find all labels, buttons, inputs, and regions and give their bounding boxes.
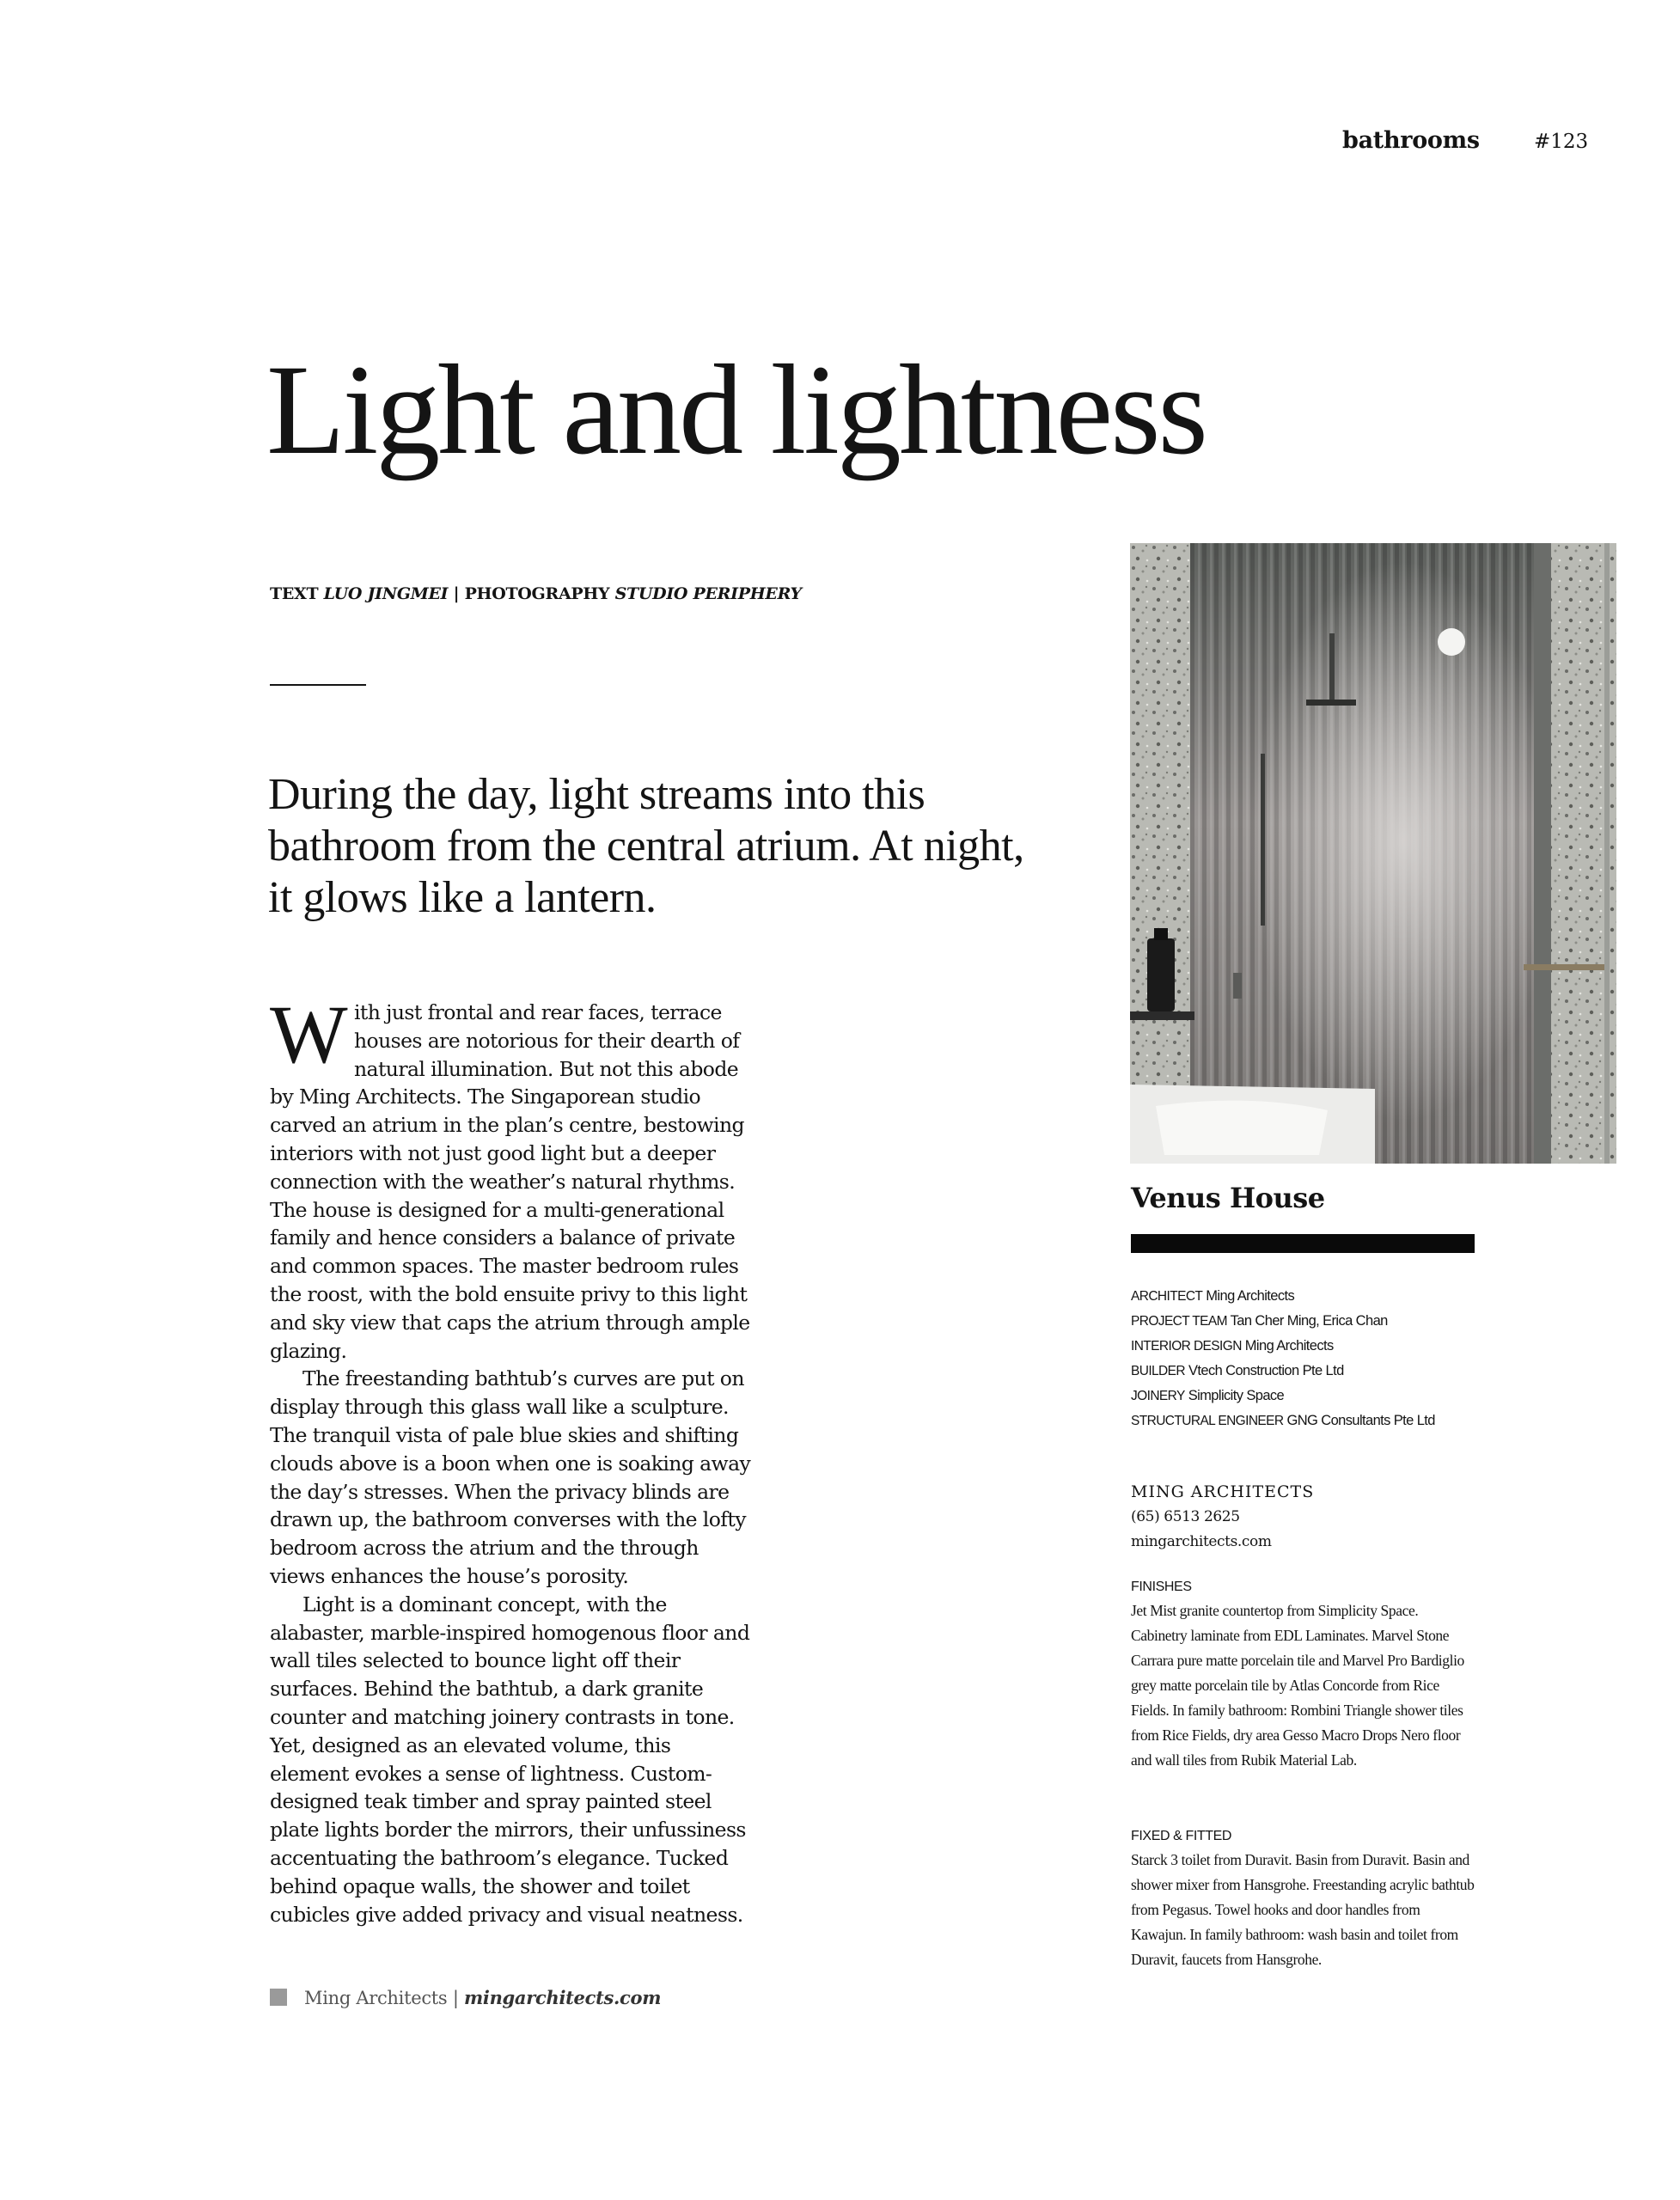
- body-paragraph-text: ith just frontal and rear faces, terrace houses are notorious for their dearth of natural illumination. But not this abode by Ming Architects. The Singaporean studio carved an atrium in the plan’s centre, bestowing interiors with not just good light but a deeper connection with the weather’s natural rhythms. The house is designed for a multi-generational family and hence considers a balance of private and common spaces. The master bedroom rules the roost, with the bold ensuite privy to this light and sky view that caps the atrium through ample glazing.: [270, 1000, 750, 1363]
- text-label: TEXT: [270, 584, 319, 603]
- text-author: LUO JINGMEI: [323, 584, 449, 603]
- finishes-text: Jet Mist granite countertop from Simplicity Space. Cabinetry laminate from EDL Laminates. Marvel Stone Carrara pure matte porcelain tile and Marvel Pro Bardiglio grey matte porcelain tile by Atlas Concorde from Rice Fields. In family bathroom: Rombini Triangle shower tiles from Rice Fields, dry area Gesso Macro Drops Nero floor and wall tiles from Rubik Material Lab.: [1131, 1602, 1464, 1769]
- house-title: Venus House: [1131, 1182, 1325, 1214]
- article-credits: [270, 584, 802, 603]
- contact-website: mingarchitects.com: [1131, 1533, 1272, 1550]
- section-label: bathrooms: [1342, 127, 1480, 154]
- credit-key: BUILDER: [1131, 1364, 1185, 1378]
- footnote-name: Ming Architects: [304, 1988, 448, 2008]
- footnote: [270, 1987, 661, 2008]
- bathroom-photo: [1130, 543, 1616, 1164]
- credits-separator: |: [453, 584, 460, 603]
- credit-row: [1131, 1334, 1475, 1359]
- credit-value: Simplicity Space: [1188, 1388, 1285, 1403]
- credit-row: [1131, 1409, 1475, 1433]
- contact-name: MING ARCHITECTS: [1131, 1482, 1315, 1501]
- credit-key: INTERIOR DESIGN: [1131, 1339, 1242, 1354]
- fixed-fitted-text: Starck 3 toilet from Duravit. Basin from Duravit. Basin and shower mixer from Hansgrohe. Freestanding acrylic bathtub from Pegasus. Towel hooks and door handles from Kawajun. In family bathroom: wash basin and toilet from Duravit, faucets from Hansgrohe.: [1131, 1851, 1475, 1968]
- finishes-heading: FINISHES: [1131, 1580, 1192, 1594]
- credit-value: Ming Architects: [1206, 1288, 1295, 1304]
- page-number: #123: [1534, 131, 1589, 153]
- photo-author: STUDIO PERIPHERY: [614, 584, 802, 603]
- credit-value: GNG Consultants Pte Ltd: [1286, 1413, 1435, 1428]
- drop-cap: W: [270, 988, 348, 1080]
- credit-key: STRUCTURAL ENGINEER: [1131, 1414, 1284, 1428]
- body-paragraph: [270, 988, 751, 1365]
- divider: [270, 684, 366, 686]
- finishes-block: [1131, 1580, 1475, 1773]
- credit-row: [1131, 1284, 1475, 1309]
- shower-illustration: [1130, 543, 1616, 1164]
- square-icon: [270, 1989, 287, 2006]
- credit-value: Vtech Construction Pte Ltd: [1188, 1363, 1344, 1378]
- contact-phone: (65) 6513 2625: [1131, 1508, 1240, 1525]
- footnote-separator: |: [452, 1988, 459, 2008]
- credit-value: Ming Architects: [1244, 1338, 1334, 1354]
- body-paragraph: The freestanding bathtub’s curves are put on display through this glass wall like a sculpture. The tranquil vista of pale blue skies and shifting clouds above is a boon when one is soaking away the day’s stresses. When the privacy blinds are drawn up, the bathroom converses with the lofty bedroom across the atrium and the through views enhances the house’s porosity.: [270, 1366, 751, 1588]
- body-paragraph: Light is a dominant concept, with the alabaster, marble-inspired homogenous floor and wall tiles selected to bounce light off their surfaces. Behind the bathtub, a dark granite counter and matching joinery contrasts in tone. Yet, designed as an elevated volume, this element evokes a sense of lightness. Custom-designed teak timber and spray painted steel plate lights border the mirrors, their unfussiness accentuating the bathroom’s elegance. Tucked behind opaque walls, the shower and toilet cubicles give added privacy and visual neatness.: [270, 1592, 750, 1927]
- project-credits: [1131, 1284, 1475, 1433]
- credit-key: PROJECT TEAM: [1131, 1314, 1227, 1329]
- article-title: Light and lightness: [266, 339, 1206, 481]
- standfirst: During the day, light streams into this bathroom from the central atrium. At night, it glows like a lantern.: [268, 770, 1024, 922]
- credit-row: [1131, 1359, 1475, 1384]
- footnote-url: mingarchitects.com: [463, 1987, 662, 2008]
- credit-row: [1131, 1384, 1475, 1409]
- credit-key: ARCHITECT: [1131, 1289, 1203, 1304]
- fixed-fitted-block: [1131, 1829, 1475, 1972]
- credit-row: [1131, 1309, 1475, 1334]
- title-bar: [1131, 1234, 1475, 1253]
- fixed-fitted-heading: FIXED & FITTED: [1131, 1829, 1232, 1843]
- credit-key: JOINERY: [1131, 1389, 1185, 1403]
- credit-value: Tan Cher Ming, Erica Chan: [1230, 1313, 1388, 1329]
- contact-block: [1131, 1480, 1475, 1555]
- article-body: [270, 988, 751, 1928]
- photo-label: PHOTOGRAPHY: [464, 584, 610, 603]
